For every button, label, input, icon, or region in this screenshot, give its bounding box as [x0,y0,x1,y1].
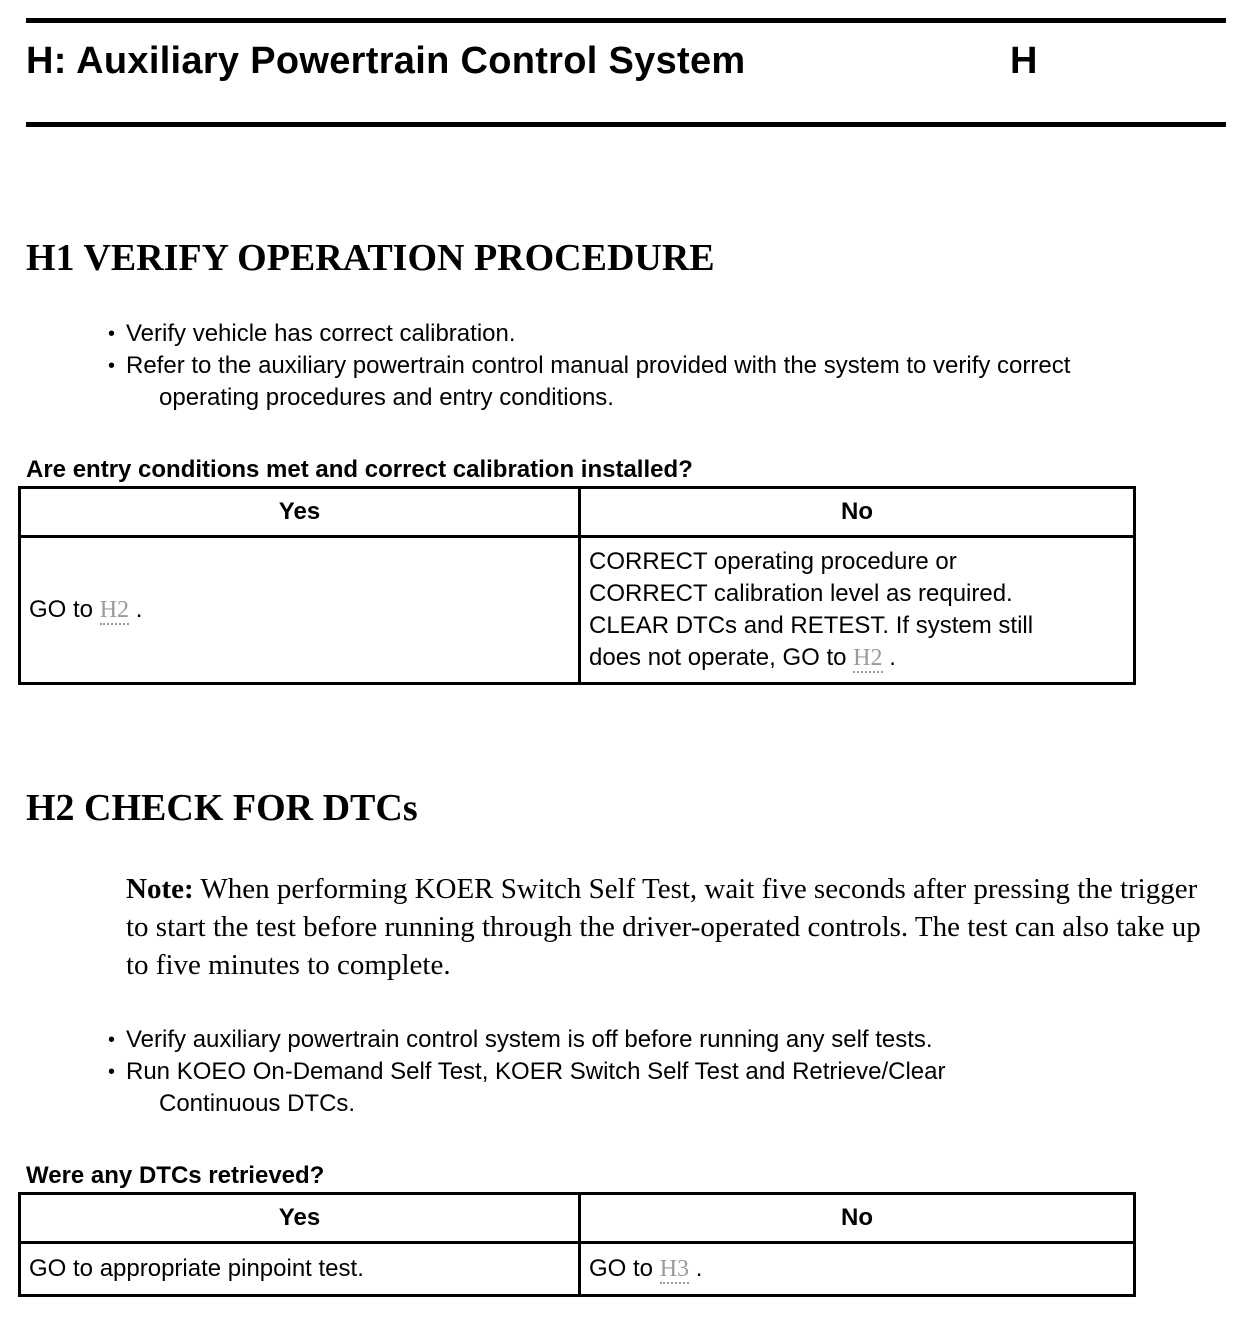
no-header: No [580,1194,1135,1243]
h2-link[interactable]: H2 [99,597,130,623]
h2-decision-table [18,1192,1136,1297]
h1-decision-table [18,486,1136,685]
header-bottom-rule [26,122,1226,127]
section-letter: H [1010,40,1038,82]
yes-cell: GO to appropriate pinpoint test. [20,1243,580,1296]
list-item: • Run KOEO On-Demand Self Test, KOER Switch Self Test and Retrieve/Clear Continuous DTCs. [108,1056,1228,1120]
h1-bullet-list [108,318,1228,414]
page-title: H: Auxiliary Powertrain Control System [26,40,746,82]
no-cell: GO to H3 . [580,1243,1135,1296]
list-item: • Verify auxiliary powertrain control system is off before running any self tests. [108,1024,1228,1056]
no-cell: CORRECT operating procedure or CORRECT calibration level as required. CLEAR DTCs and RETEST. If system still does not operate, GO to H2 . [580,537,1135,684]
h1-question: Are entry conditions met and correct calibration installed? [26,456,693,483]
h2-section-title: H2 CHECK FOR DTCs [26,787,418,829]
h3-link[interactable]: H3 [659,1256,690,1282]
list-item: • Verify vehicle has correct calibration. [108,318,1228,350]
h2-note [126,870,1226,984]
note-text: When performing KOER Switch Self Test, wait five seconds after pressing the trigger to start the test before running through the driver-operated controls. The test can also take up to five minutes to complete. [126,873,1201,981]
header-top-rule [26,18,1226,23]
yes-cell: GO to H2 . [20,537,580,684]
h2-question: Were any DTCs retrieved? [26,1162,325,1189]
h1-section-title: H1 VERIFY OPERATION PROCEDURE [26,237,715,279]
list-item: • Refer to the auxiliary powertrain control manual provided with the system to verify correct operating procedures and entry conditions. [108,350,1228,414]
yes-header: Yes [20,488,580,537]
yes-header: Yes [20,1194,580,1243]
no-header: No [580,488,1135,537]
h2-bullet-list [108,1024,1228,1120]
h2-link[interactable]: H2 [853,645,883,671]
note-label: Note: [126,873,194,905]
